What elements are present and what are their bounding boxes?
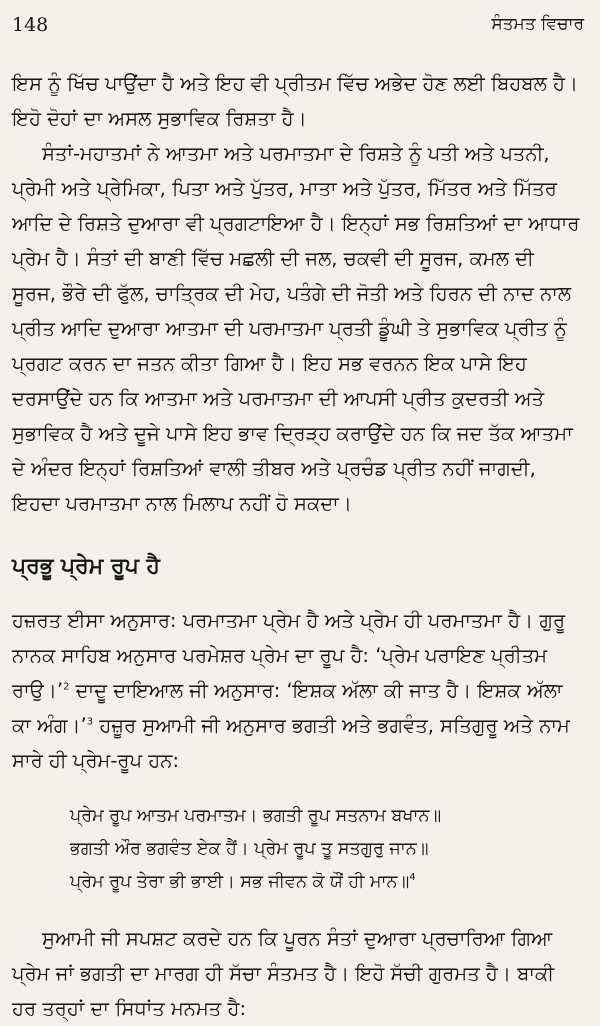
running-title: ਸੰਤਮਤ ਵਿਚਾਰ bbox=[491, 14, 584, 34]
quote-text-c: ਹਜ਼ੂਰ ਸੁਆਮੀ ਜੀ ਅਨੁਸਾਰ ਭਗਤੀ ਅਤੇ ਭਗਵੰਤ, ਸਤਿਗੁਰੂ ਅਤੇ ਨਾਮ ਸਾਰੇ ਹੀ ਪ੍ਰੇਮ-ਰੂਪ ਹਨ: bbox=[12, 714, 570, 772]
verse-line: ਪ੍ਰੇਮ ਰੂਪ ਆਤਮ ਪਰਮਾਤਮ। ਭਗਤੀ ਰੂਪ ਸਤਨਾਮ ਬਖਾਨ॥ bbox=[70, 806, 442, 826]
footnote-marker: 2 bbox=[63, 681, 70, 693]
quote-text-a: ਹਜ਼ਰਤ ਈਸਾ ਅਨੁਸਾਰ: ਪਰਮਾਤਮਾ ਪ੍ਰੇਮ ਹੈ ਅਤੇ ਪ੍ਰੇਮ ਹੀ ਪਰਮਾਤਮਾ ਹੈ। ਗੁਰੂ ਨਾਨਕ ਸਾਹਿਬ ਅਨੁਸਾਰ ਪਰਮੇਸ਼ਰ ਪ੍ਰੇਮ ਦਾ ਰੂਪ ਹੈ: ‘ਪ੍ਰੇਮ ਪਰਾਇਣ ਪ੍ਰੀਤਮ ਰਾਉ।’ bbox=[12, 609, 566, 702]
page-body bbox=[12, 66, 582, 1026]
verse-line-text: ਪ੍ਰੇਮ ਰੂਪ ਤੇਰਾ ਭੀ ਭਾਈ। ਸਭ ਜੀਵਨ ਕੋ ਯੌਂ ਹੀ ਮਾਨ॥ bbox=[70, 872, 410, 892]
verse-line bbox=[70, 866, 582, 899]
paragraph-relationships: ਸੰਤਾਂ-ਮਹਾਤਮਾਂ ਨੇ ਆਤਮਾ ਅਤੇ ਪਰਮਾਤਮਾ ਦੇ ਰਿਸ਼ਤੇ ਨੂੰ ਪਤੀ ਅਤੇ ਪਤਨੀ, ਪ੍ਰੇਮੀ ਅਤੇ ਪ੍ਰੇਮਿਕਾ, ਪਿਤਾ ਅਤੇ ਪੁੱਤਰ, ਮਾਤਾ ਅਤੇ ਪੁੱਤਰ, ਮਿੱਤਰ ਅਤੇ ਮਿੱਤਰ ਆਦਿ ਦੇ ਰਿਸ਼ਤੇ ਦੁਆਰਾ ਵੀ ਪ੍ਰਗਟਾਇਆ ਹੈ। ਇਨ੍ਹਾਂ ਸਭ ਰਿਸ਼ਤਿਆਂ ਦਾ ਆਧਾਰ ਪ੍ਰੇਮ ਹੈ। ਸੰਤਾਂ ਦੀ ਬਾਣੀ ਵਿੱਚ ਮਛਲੀ ਦੀ ਜਲ, ਚਕਵੀ ਦੀ ਸੂਰਜ, ਕਮਲ ਦੀ ਸੂਰਜ, ਭੌਰੇ ਦੀ ਫੁੱਲ, ਚਾਤ੍ਰਿਕ ਦੀ ਮੇਹ, ਪਤੰਗੇ ਦੀ ਜੋਤੀ ਅਤੇ ਹਿਰਨ ਦੀ ਨਾਦ ਨਾਲ ਪ੍ਰੀਤ ਆਦਿ ਦੁਆਰਾ ਆਤਮਾ ਦੀ ਪਰਮਾਤਮਾ ਪ੍ਰਤੀ ਡੂੰਘੀ ਤੇ ਸੁਭਾਵਿਕ ਪ੍ਰੀਤ ਨੂੰ ਪ੍ਰਗਟ ਕਰਨ ਦਾ ਜਤਨ ਕੀਤਾ ਗਿਆ ਹੈ। ਇਹ ਸਭ ਵਰਨਨ ਇਕ ਪਾਸੇ ਇਹ ਦਰਸਾਉਂਦੇ ਹਨ ਕਿ ਆਤਮਾ ਅਤੇ ਪਰਮਾਤਮਾ ਦੀ ਆਪਸੀ ਪ੍ਰੀਤ ਕੁਦਰਤੀ ਅਤੇ ਸੁਭਾਵਿਕ ਹੈ ਅਤੇ ਦੂਜੇ ਪਾਸੇ ਇਹ ਭਾਵ ਦ੍ਰਿੜ੍ਹ ਕਰਾਉਂਦੇ ਹਨ ਕਿ ਜਦ ਤੱਕ ਆਤਮਾ ਦੇ ਅੰਦਰ ਇਨ੍ਹਾਂ ਰਿਸ਼ਤਿਆਂ ਵਾਲੀ ਤੀਬਰ ਅਤੇ ਪ੍ਰਚੰਡ ਪ੍ਰੀਤ ਨਹੀਂ ਜਾਗਦੀ, ਇਹਦਾ ਪਰਮਾਤਮਾ ਨਾਲ ਮਿਲਾਪ ਨਹੀਂ ਹੋ ਸਕਦਾ। bbox=[12, 142, 580, 515]
quote-text-b: ਦਾਦੂ ਦਾਇਆਲ ਜੀ ਅਨੁਸਾਰ: ‘ਇਸ਼ਕ ਅੱਲਾ ਕੀ ਜਾਤ ਹੈ। ਇਸ਼ਕ ਅੱਲਾ ਕਾ ਅੰਗ।’ bbox=[12, 679, 563, 737]
paragraph-continuation: ਇਸ ਨੂੰ ਖਿੱਚ ਪਾਉਂਦਾ ਹੈ ਅਤੇ ਇਹ ਵੀ ਪ੍ਰੀਤਮ ਵਿੱਚ ਅਭੇਦ ਹੋਣ ਲਈ ਬਿਹਬਲ ਹੈ। ਇਹੋ ਦੋਹਾਂ ਦਾ ਅਸਲ ਸੁਭਾਵਿਕ ਰਿਸ਼ਤਾ ਹੈ। bbox=[12, 72, 579, 130]
section-heading: ਪ੍ਰਭੂ ਪ੍ਰੇਮ ਰੂਪ ਹੈ bbox=[12, 554, 160, 579]
footnote-marker: 4 bbox=[409, 872, 416, 884]
verse-line: ਭਗਤੀ ਔਰ ਭਗਵੰਤ ਏਕ ਹੈਂ। ਪ੍ਰੇਮ ਰੂਪ ਤੂ ਸਤਗੁਰੁ ਜਾਨ॥ bbox=[70, 839, 429, 859]
page-number: 148 bbox=[12, 14, 49, 36]
paragraph-quotes bbox=[12, 603, 582, 778]
footnote-marker: 3 bbox=[86, 716, 94, 728]
page-header bbox=[12, 12, 584, 42]
paragraph-conclusion: ਸੁਆਮੀ ਜੀ ਸਪਸ਼ਟ ਕਰਦੇ ਹਨ ਕਿ ਪੂਰਨ ਸੰਤਾਂ ਦੁਆਰਾ ਪ੍ਰਚਾਰਿਆ ਗਿਆ ਪ੍ਰੇਮ ਜਾਂ ਭਗਤੀ ਦਾ ਮਾਰਗ ਹੀ ਸੱਚਾ ਸੰਤਮਤ ਹੈ। ਇਹੋ ਸੱਚੀ ਗੁਰਮਤ ਹੈ। ਬਾਕੀ ਹਰ ਤਰ੍ਹਾਂ ਦਾ ਸਿਧਾਂਤ ਮਨਮਤ ਹੈ: bbox=[12, 927, 555, 1020]
verse-block bbox=[70, 800, 582, 899]
